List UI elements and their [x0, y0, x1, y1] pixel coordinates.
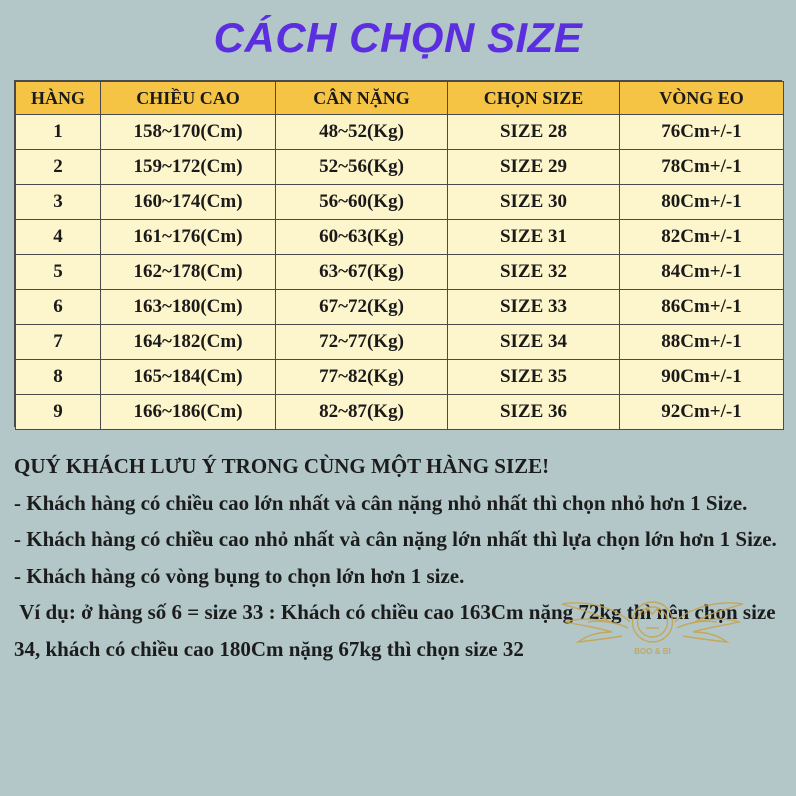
size-table [14, 80, 782, 427]
cell-size: SIZE 29 [448, 150, 620, 185]
cell-height: 162~178(Cm) [101, 255, 276, 290]
cell-height: 159~172(Cm) [101, 150, 276, 185]
cell-weight: 48~52(Kg) [276, 115, 448, 150]
note-line-3: - Khách hàng có vòng bụng to chọn lớn hơn 1 size. [14, 563, 465, 588]
cell-weight: 56~60(Kg) [276, 185, 448, 220]
cell-weight: 67~72(Kg) [276, 290, 448, 325]
table-row [16, 220, 784, 255]
cell-weight: 82~87(Kg) [276, 395, 448, 430]
cell-size: SIZE 30 [448, 185, 620, 220]
cell-weight: 52~56(Kg) [276, 150, 448, 185]
cell-weight: 72~77(Kg) [276, 325, 448, 360]
cell-row-number: 9 [16, 395, 101, 430]
cell-waist: 78Cm+/-1 [620, 150, 784, 185]
cell-waist: 82Cm+/-1 [620, 220, 784, 255]
cell-row-number: 3 [16, 185, 101, 220]
cell-waist: 84Cm+/-1 [620, 255, 784, 290]
cell-waist: 80Cm+/-1 [620, 185, 784, 220]
cell-row-number: 2 [16, 150, 101, 185]
table-row [16, 290, 784, 325]
cell-row-number: 4 [16, 220, 101, 255]
note-example: Ví dụ: ở hàng số 6 = size 33 : Khách có chiều cao 163Cm nặng 72kg thì nên chọn size 34, khách có chiều cao 180Cm nặng 67kg thì chọn size 32 [14, 600, 781, 661]
cell-height: 163~180(Cm) [101, 290, 276, 325]
cell-waist: 86Cm+/-1 [620, 290, 784, 325]
cell-weight: 77~82(Kg) [276, 360, 448, 395]
notes-heading: QUÝ KHÁCH LƯU Ý TRONG CÙNG MỘT HÀNG SIZE! [14, 454, 550, 478]
cell-height: 164~182(Cm) [101, 325, 276, 360]
cell-row-number: 1 [16, 115, 101, 150]
cell-size: SIZE 35 [448, 360, 620, 395]
cell-waist: 92Cm+/-1 [620, 395, 784, 430]
note-line-1: - Khách hàng có chiều cao lớn nhất và cân nặng nhỏ nhất thì chọn nhỏ hơn 1 Size. [14, 490, 748, 515]
cell-height: 166~186(Cm) [101, 395, 276, 430]
cell-row-number: 5 [16, 255, 101, 290]
cell-size: SIZE 34 [448, 325, 620, 360]
table-row [16, 360, 784, 395]
table-row [16, 185, 784, 220]
cell-row-number: 8 [16, 360, 101, 395]
cell-row-number: 7 [16, 325, 101, 360]
header-waist: VÒNG EO [620, 82, 784, 115]
winged-crest-logo-icon [560, 582, 745, 672]
header-size: CHỌN SIZE [448, 82, 620, 115]
header-row-number: HÀNG [16, 82, 101, 115]
cell-weight: 60~63(Kg) [276, 220, 448, 255]
cell-size: SIZE 33 [448, 290, 620, 325]
cell-weight: 63~67(Kg) [276, 255, 448, 290]
cell-waist: 76Cm+/-1 [620, 115, 784, 150]
table-row [16, 150, 784, 185]
table-row [16, 325, 784, 360]
header-height: CHIỀU CAO [101, 82, 276, 115]
table-header-row [16, 82, 784, 115]
page-title: CÁCH CHỌN SIZE [213, 14, 583, 61]
cell-height: 160~174(Cm) [101, 185, 276, 220]
cell-size: SIZE 36 [448, 395, 620, 430]
table-row [16, 255, 784, 290]
cell-height: 165~184(Cm) [101, 360, 276, 395]
table-row [16, 115, 784, 150]
cell-height: 161~176(Cm) [101, 220, 276, 255]
header-weight: CÂN NẶNG [276, 82, 448, 115]
cell-waist: 90Cm+/-1 [620, 360, 784, 395]
cell-size: SIZE 31 [448, 220, 620, 255]
cell-size: SIZE 28 [448, 115, 620, 150]
cell-height: 158~170(Cm) [101, 115, 276, 150]
logo-text: BOO & BI [634, 647, 671, 656]
cell-waist: 88Cm+/-1 [620, 325, 784, 360]
note-line-2: - Khách hàng có chiều cao nhỏ nhất và cân nặng lớn nhất thì lựa chọn lớn hơn 1 Size. [14, 527, 777, 551]
cell-row-number: 6 [16, 290, 101, 325]
table-row [16, 395, 784, 430]
cell-size: SIZE 32 [448, 255, 620, 290]
